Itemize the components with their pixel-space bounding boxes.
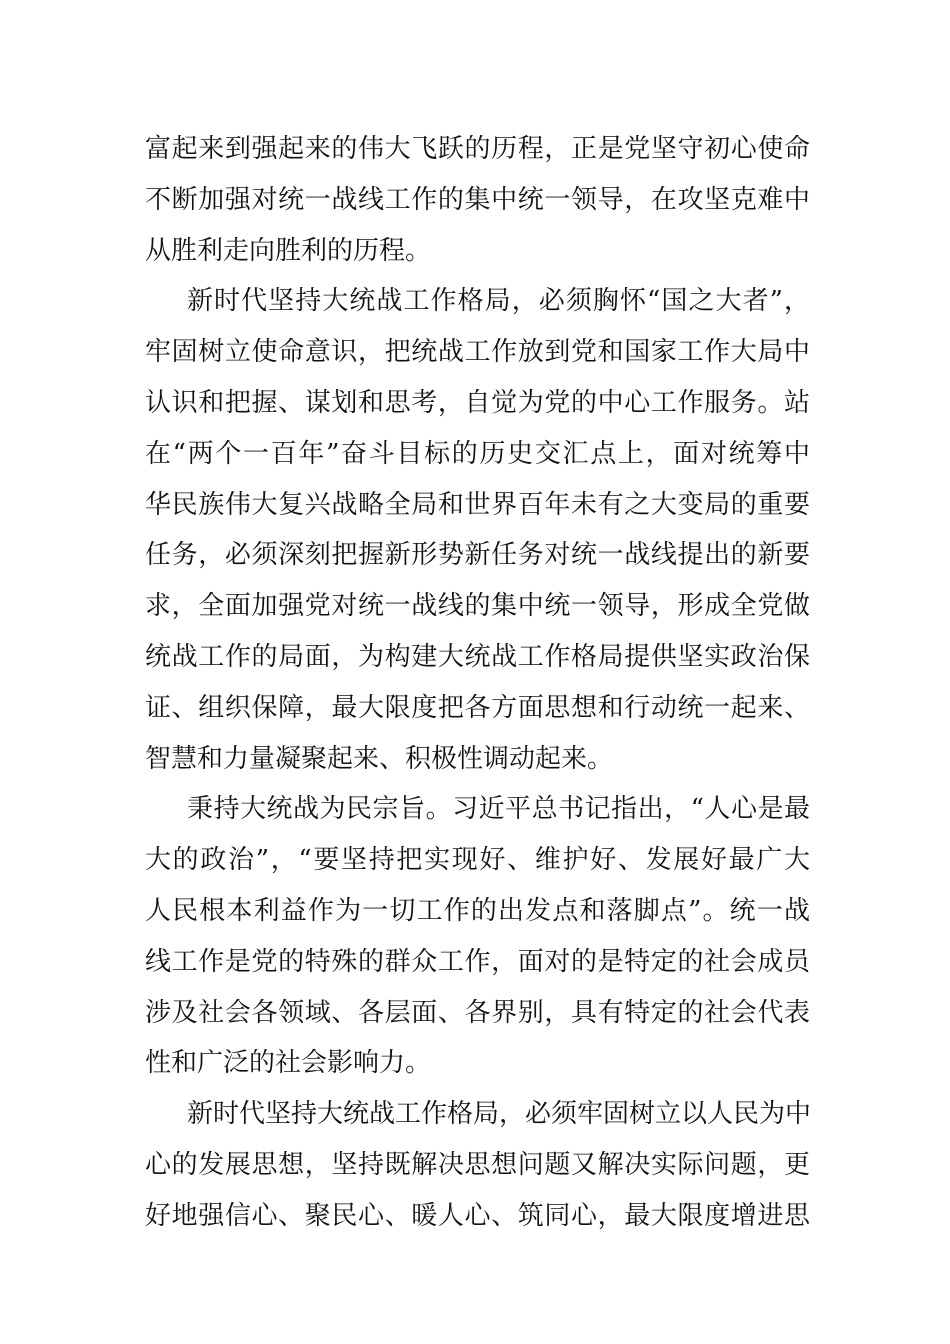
- text-line: 大的政治”，“要坚持把实现好、维护好、发展好最广大: [145, 845, 810, 876]
- text-line: 涉及社会各领域、各层面、各界别，具有特定的社会代表: [145, 997, 810, 1028]
- text-line: 统战工作的局面，为构建大统战工作格局提供坚实政治保: [145, 641, 810, 672]
- text-line: 证、组织保障，最大限度把各方面思想和行动统一起来、: [145, 692, 810, 723]
- body-text: [145, 124, 810, 1242]
- text-line: 求，全面加强党对统一战线的集中统一领导，形成全党做: [145, 591, 810, 622]
- text-line: 心的发展思想，坚持既解决思想问题又解决实际问题，更: [145, 1149, 810, 1180]
- text-line: 富起来到强起来的伟大飞跃的历程，正是党坚守初心使命: [145, 134, 810, 164]
- text-line: 线工作是党的特殊的群众工作，面对的是特定的社会成员: [145, 946, 810, 977]
- text-line: 智慧和力量凝聚起来、积极性调动起来。: [145, 743, 614, 774]
- paragraph-3: [145, 784, 810, 1089]
- text-line: 任务，必须深刻把握新形势新任务对统一战线提出的新要: [145, 540, 810, 571]
- paragraph-1: [145, 124, 810, 276]
- text-line: 新时代坚持大统战工作格局，必须牢固树立以人民为中: [187, 1099, 812, 1130]
- text-line: 新时代坚持大统战工作格局，必须胸怀“国之大者”，: [187, 286, 810, 317]
- text-line: 从胜利走向胜利的历程。: [145, 235, 432, 266]
- text-line: 认识和把握、谋划和思考，自觉为党的中心工作服务。站: [145, 387, 810, 418]
- text-line: 秉持大统战为民宗旨。习近平总书记指出，“人心是最: [187, 794, 810, 825]
- text-line: 好地强信心、聚民心、暖人心、筑同心，最大限度增进思: [145, 1200, 810, 1231]
- paragraph-4: [145, 1089, 810, 1241]
- paragraph-2: [145, 276, 810, 784]
- text-line: 性和广泛的社会影响力。: [145, 1048, 432, 1079]
- text-line: 牢固树立使命意识，把统战工作放到党和国家工作大局中: [145, 337, 810, 368]
- text-line: 人民根本利益作为一切工作的出发点和落脚点”。统一战: [145, 895, 810, 926]
- text-line: 在“两个一百年”奋斗目标的历史交汇点上，面对统筹中: [145, 438, 810, 469]
- text-line: 不断加强对统一战线工作的集中统一领导，在攻坚克难中: [145, 184, 810, 215]
- text-line: 华民族伟大复兴战略全局和世界百年未有之大变局的重要: [145, 489, 810, 520]
